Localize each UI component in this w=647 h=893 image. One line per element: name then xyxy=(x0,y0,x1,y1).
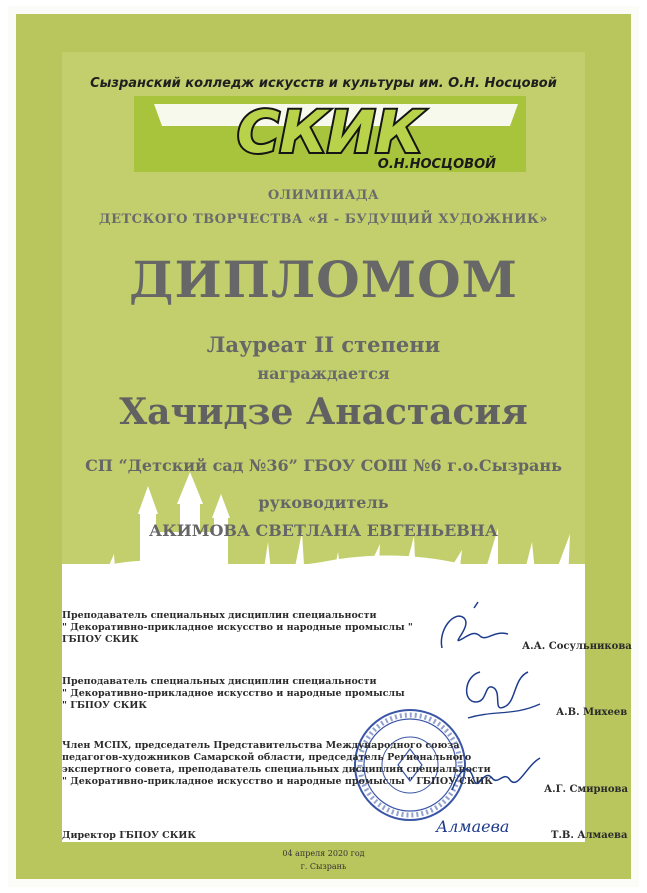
diploma-title: ДИПЛОМОМ xyxy=(129,250,518,309)
director-signature xyxy=(430,810,530,842)
recipient-organization: СП “Детский сад №36” ГБОУ СОШ №6 г.о.Сызрань xyxy=(85,456,562,475)
issue-date: 04 апреля 2020 год xyxy=(282,849,365,858)
college-name: Сызранский колледж искусств и культуры им. О.Н. Носцовой xyxy=(90,76,557,91)
signatory-2-name: А.В. Михеев xyxy=(556,707,628,718)
diploma-panel xyxy=(62,52,632,842)
issue-city: г. Сызрань xyxy=(300,862,347,871)
skik-logo xyxy=(134,96,526,172)
award-degree: Лауреат II степени xyxy=(206,332,441,357)
supervisor-name: АКИМОВА СВЕТЛАНА ЕВГЕНЬЕВНА xyxy=(149,521,498,540)
signature-3-scribble xyxy=(448,750,544,800)
logo-subtitle: О.Н.НОСЦОВОЙ xyxy=(377,157,496,172)
svg-text:Алмаева: Алмаева xyxy=(436,817,510,836)
supervisor-label: руководитель xyxy=(258,493,389,512)
olympiad-line1: ОЛИМПИАДА xyxy=(267,188,380,203)
diploma-sheet xyxy=(8,6,639,887)
awarded-label: награждается xyxy=(257,364,390,383)
olympiad-line2: ДЕТСКОГО ТВОРЧЕСТВА «Я - БУДУЩИЙ ХУДОЖНИК» xyxy=(99,212,548,227)
signatory-4-title: Директор ГБПОУ СКИК xyxy=(62,830,196,841)
diploma-frame xyxy=(16,14,631,879)
signatory-1-name: А.А. Сосульникова xyxy=(522,641,632,652)
signatory-3-title: Член МСПХ, председатель Представительства Международного союза педагогов-художников Самарской области, председатель Регионального экспертного совета, преподаватель специальных дисциплин специальности " Декоративно-прикладное искусство и народные промыслы " ГБПОУ СКИК xyxy=(62,740,493,787)
signatory-4-name: Т.В. Алмаева xyxy=(551,830,628,841)
logo-text: СКИК xyxy=(237,98,423,166)
signature-1-scribble xyxy=(434,600,514,658)
signatory-3-name: А.Г. Смирнова xyxy=(544,784,628,795)
signatory-2-title: Преподаватель специальных дисциплин специальности " Декоративно-прикладное искусство и народные промыслы " ГБПОУ СКИК xyxy=(62,676,405,711)
signatory-1-title: Преподаватель специальных дисциплин специальности " Декоративно-прикладное искусство и народные промыслы " ГБПОУ СКИК xyxy=(62,610,413,645)
recipient-name: Хачидзе Анастасия xyxy=(119,391,528,433)
